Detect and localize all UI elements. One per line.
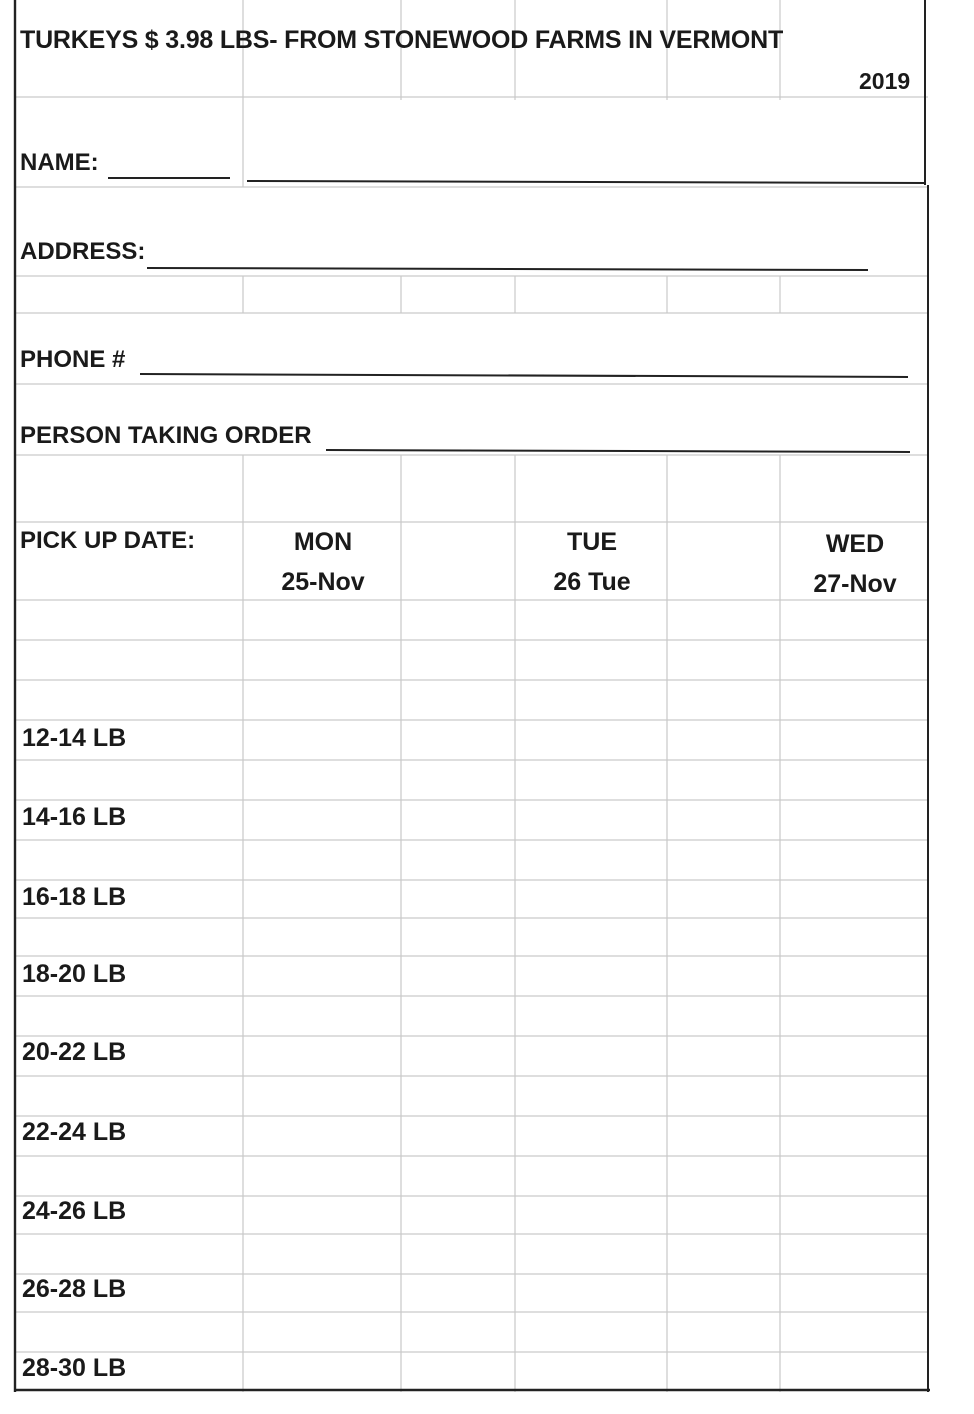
pickup-date-label: PICK UP DATE: — [20, 527, 196, 554]
weight-16-18: 16-18 LB — [22, 883, 127, 911]
weight-28-30: 28-30 LB — [22, 1354, 127, 1382]
weight-24-26: 24-26 LB — [22, 1197, 127, 1225]
weight-22-24: 22-24 LB — [22, 1118, 127, 1146]
pickup-day-tue: TUE — [567, 528, 617, 556]
phone-underline — [140, 374, 908, 377]
pickup-date-wed: 27-Nov — [813, 570, 897, 598]
name-underline-long — [247, 181, 925, 183]
address-underline — [147, 268, 868, 270]
pickup-day-mon: MON — [293, 528, 353, 556]
name-label: NAME: — [20, 149, 99, 176]
pickup-day-wed: WED — [825, 530, 885, 558]
address-label: ADDRESS: — [20, 238, 146, 265]
form-title: TURKEYS $ 3.98 LBS- FROM STONEWOOD FARMS IN VERMONT — [20, 26, 784, 54]
weight-18-20: 18-20 LB — [22, 960, 127, 988]
pickup-date-tue: 26 Tue — [553, 568, 631, 596]
weight-20-22: 20-22 LB — [22, 1038, 127, 1066]
phone-label: PHONE # — [20, 346, 126, 373]
weight-12-14: 12-14 LB — [22, 724, 127, 752]
person-taking-order-label: PERSON TAKING ORDER — [20, 422, 312, 449]
person-underline — [326, 450, 910, 452]
weight-26-28: 26-28 LB — [22, 1275, 127, 1303]
form-year: 2019 — [859, 68, 911, 94]
pickup-date-mon: 25-Nov — [281, 568, 365, 596]
weight-14-16: 14-16 LB — [22, 803, 127, 831]
